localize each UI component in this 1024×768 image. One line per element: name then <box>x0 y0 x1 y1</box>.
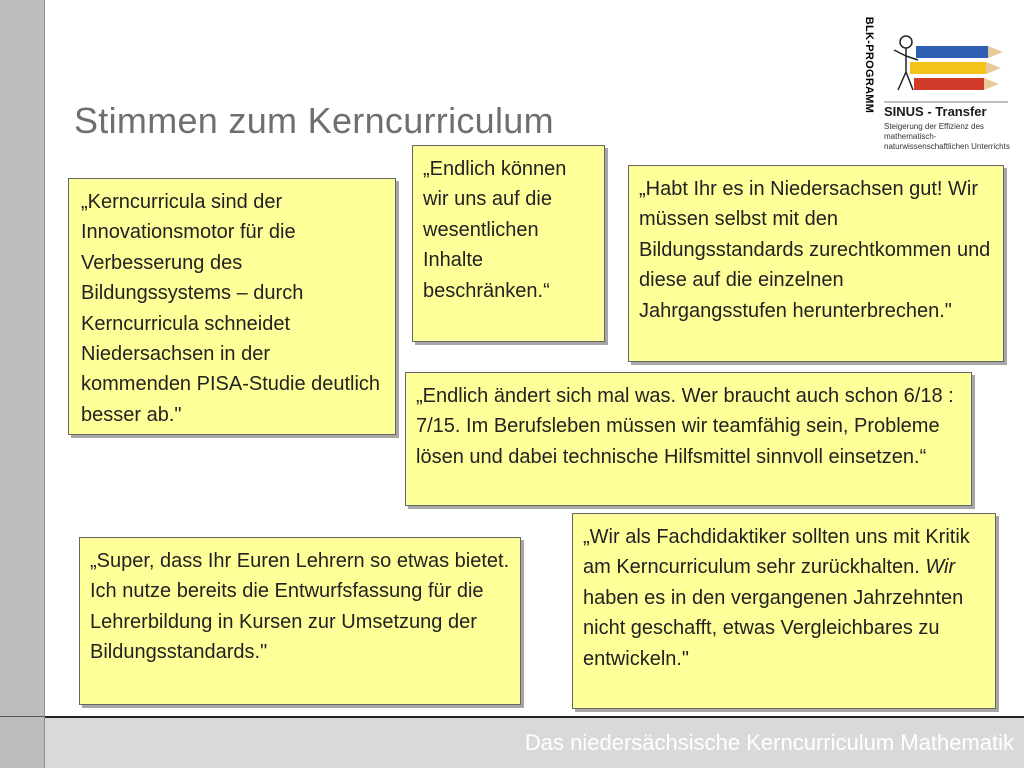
logo-subtitle: Steigerung der Effizienz des mathematisch-naturwissenschaftlichen Unterrichts <box>884 122 1010 151</box>
quote-emphasis: Wir <box>925 556 956 579</box>
quote-note-fachdidaktiker <box>572 513 996 709</box>
quote-note-kerncurricula: „Kerncurricula sind der Innovationsmotor für die Verbesserung des Bildungssystems – durch Kerncurricula schneidet Niedersachsen in der kommenden PISA-Studie deutlich besser ab." <box>68 178 396 435</box>
slide-title: Stimmen zum Kerncurriculum <box>74 100 554 141</box>
quote-note-endlich-inhalte: „Endlich können wir uns auf die wesentlichen Inhalte beschränken.“ <box>412 145 605 342</box>
sidebar-divider <box>0 716 44 717</box>
logo-vertical-label: BLK-PROGRAMM <box>863 16 876 114</box>
quote-text-part: haben es in den vergangenen Jahrzehnten nicht geschafft, etwas Vergleichbares zu entwickeln." <box>583 586 964 670</box>
pencil-yellow-icon <box>910 62 1001 74</box>
pencil-red-icon <box>914 78 999 90</box>
quote-note-niedersachsen: „Habt Ihr es in Niedersachsen gut! Wir müssen selbst mit den Bildungsstandards zurechtkommen und diese auf die einzelnen Jahrgangsstufen herunterbrechen." <box>628 165 1004 362</box>
pencil-blue-icon <box>916 46 1003 58</box>
quote-note-lehrerbildung: „Super, dass Ihr Euren Lehrern so etwas bietet. Ich nutze bereits die Entwurfsfassung für die Lehrerbildung in Kursen zur Umsetzung der Bildungsstandards." <box>79 537 521 705</box>
left-sidebar-bar <box>0 0 45 768</box>
quote-note-endlich-aendert: „Endlich ändert sich mal was. Wer braucht auch schon 6/18 : 7/15. Im Berufsleben müssen wir teamfähig sein, Probleme lösen und dabei technische Hilfsmittel sinnvoll einsetzen.“ <box>405 372 972 506</box>
logo-name: SINUS - Transfer <box>884 104 987 119</box>
quote-text-part: „Wir als Fachdidaktiker sollten uns mit Kritik am Kerncurriculum sehr zurückhalten. <box>583 526 970 579</box>
footer-text: Das niedersächsische Kerncurriculum Mathematik <box>524 730 1014 755</box>
